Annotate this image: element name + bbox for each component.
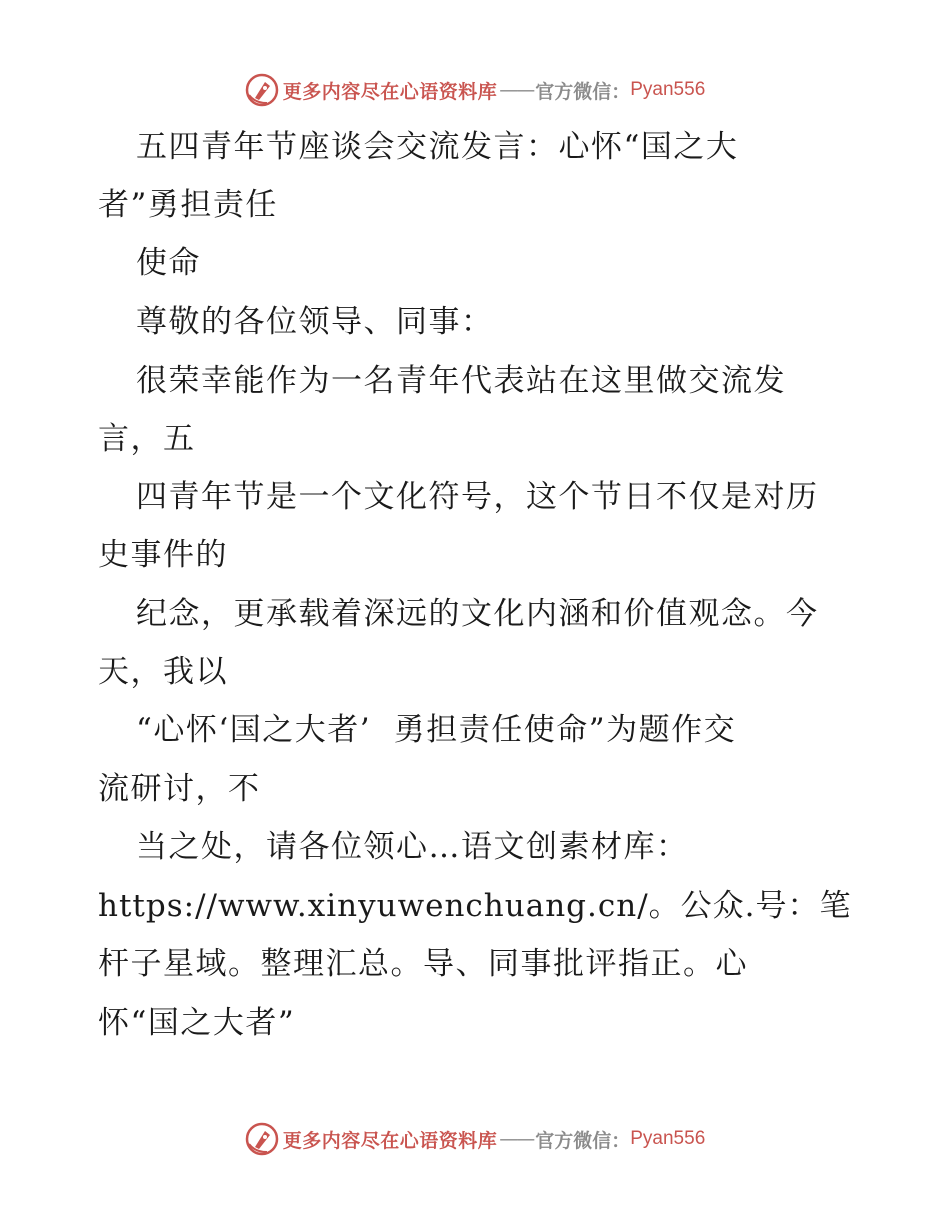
title-line-1: 五四青年节座谈会交流发言：心怀“国之大 <box>136 129 739 165</box>
paragraph-line: 怀“国之大者” <box>98 1005 296 1041</box>
pen-nib-logo-icon <box>245 1122 279 1156</box>
paragraph-line: 天，我以 <box>98 654 228 690</box>
title-line-3: 使命 <box>136 245 201 281</box>
paragraph-line: 杆子星域。整理汇总。导、同事批评指正。心 <box>98 946 748 982</box>
watermark-dash: —— <box>499 1128 534 1150</box>
watermark-wechat-id: Pyan556 <box>630 79 706 100</box>
salutation-line: 尊敬的各位领导、同事： <box>136 304 494 340</box>
watermark-site-text: 更多内容尽在心语资料库 <box>282 80 498 103</box>
paragraph-line: 流研讨，不 <box>98 771 261 807</box>
url-line: https://www.xinyuwenchuang.cn/。公众.号：笔 <box>98 888 852 924</box>
watermark-wechat-id: Pyan556 <box>630 1128 706 1149</box>
paragraph-line: 史事件的 <box>98 537 228 573</box>
paragraph-line: 很荣幸能作为一名青年代表站在这里做交流发 <box>136 363 786 399</box>
footer-watermark <box>0 1119 950 1159</box>
header-watermark <box>0 70 950 110</box>
paragraph-line: “心怀‘国之大者’ 勇担责任使命”为题作交 <box>136 712 737 748</box>
paragraph-line: 言，五 <box>98 421 196 457</box>
paragraph-line: 四青年节是一个文化符号，这个节日不仅是对历 <box>136 479 819 515</box>
watermark-dash: —— <box>499 79 534 101</box>
watermark-wechat-label: 官方微信： <box>535 80 631 103</box>
watermark-site-text: 更多内容尽在心语资料库 <box>282 1129 498 1152</box>
watermark-wechat-label: 官方微信： <box>535 1129 631 1152</box>
paragraph-line: 纪念，更承载着深远的文化内涵和价值观念。今 <box>136 596 819 632</box>
title-line-2: 者”勇担责任 <box>98 187 278 223</box>
paragraph-line: 当之处，请各位领心…语文创素材库： <box>136 829 689 865</box>
pen-nib-logo-icon <box>245 73 279 107</box>
